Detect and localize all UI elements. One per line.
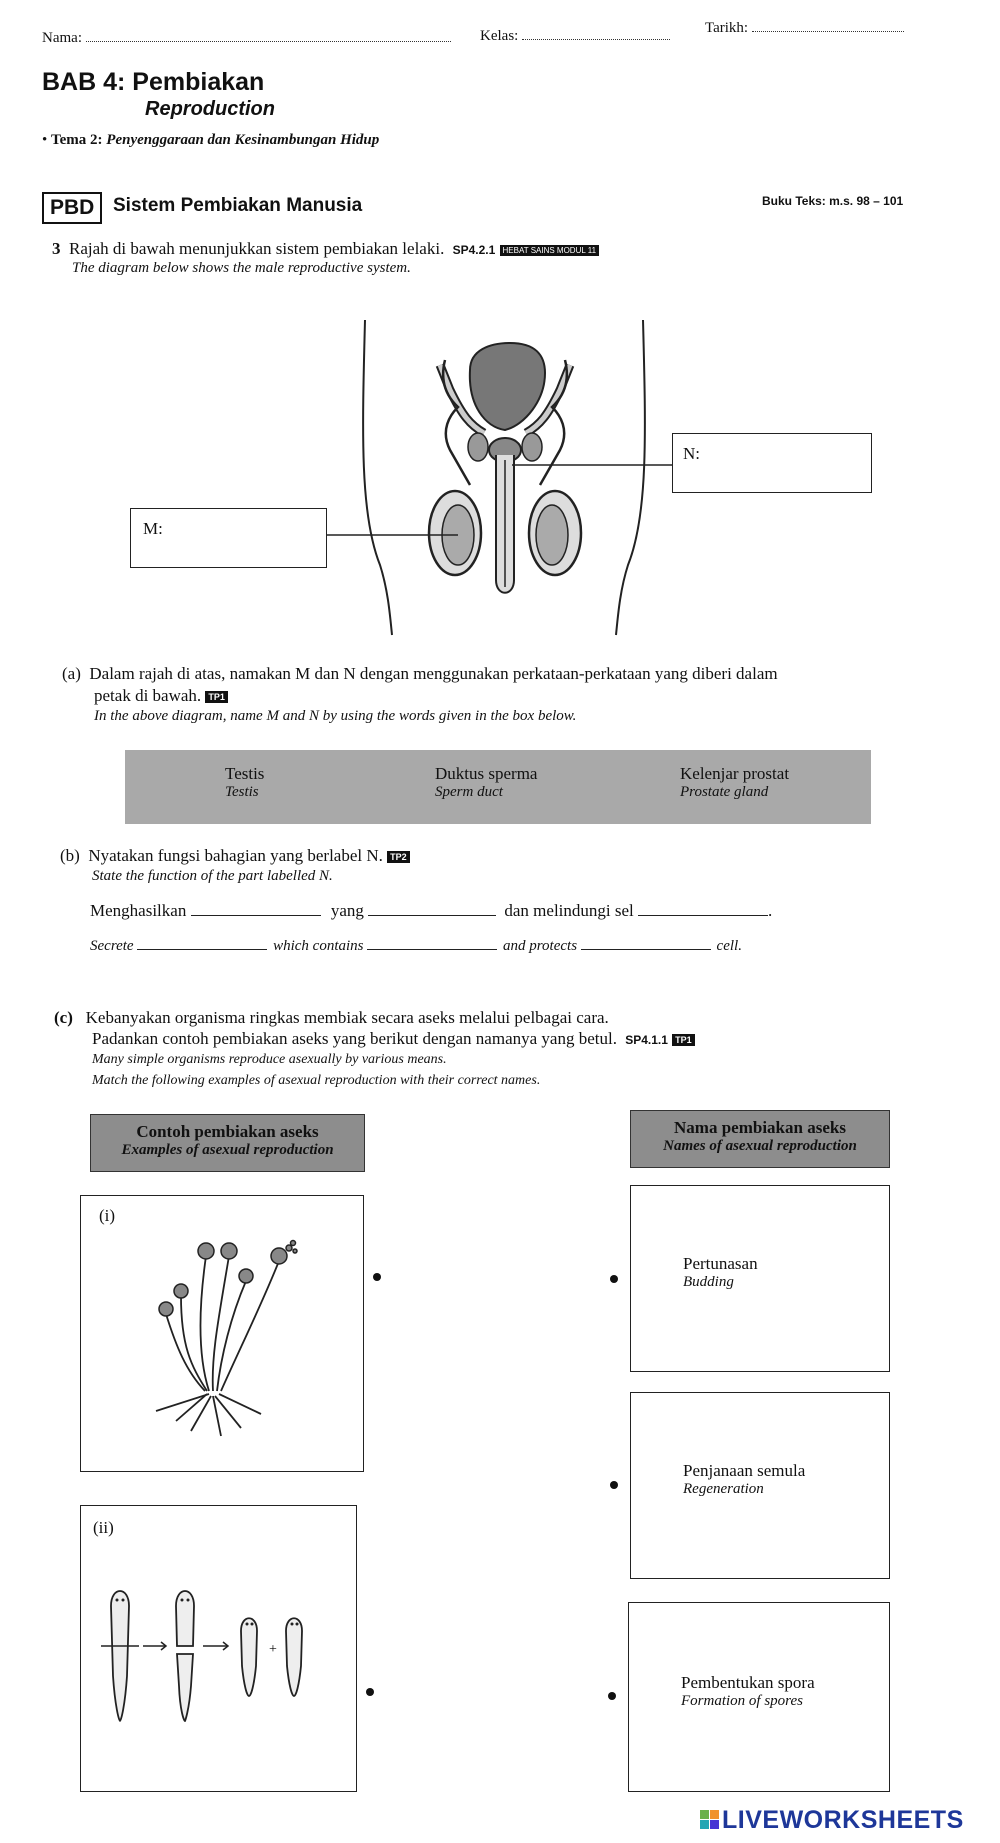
qa-text-en: In the above diagram, name M and N by using the words given in the box below. — [94, 708, 577, 724]
footer-brand: LIVEWORKSHEETS — [722, 1806, 964, 1834]
blank-ms-1[interactable] — [191, 901, 321, 916]
modul-tag: HEBAT SAINS MODUL 11 — [500, 245, 600, 256]
qa-text: (a) Dalam rajah di atas, namakan M dan N dengan menggunakan perkataan-perkataan yang diberi dalam — [62, 664, 778, 683]
name-box-spores — [628, 1602, 890, 1792]
qc-text: (c) Kebanyakan organisma ringkas membiak secara aseks melalui pelbagai cara. — [54, 1008, 609, 1027]
qc-text-2: Padankan contoh pembiakan aseks yang berikut dengan namanya yang betul. SP4.1.1 TP1 — [92, 1029, 695, 1049]
blank-ms-3[interactable] — [638, 901, 768, 916]
blank-en-2[interactable] — [367, 935, 497, 950]
label-box-m[interactable] — [130, 508, 327, 568]
theme-line: • Tema 2: Penyenggaraan dan Kesinambungan Hidup — [42, 132, 380, 148]
textbook-ref: Buku Teks: m.s. 98 – 101 — [762, 194, 904, 208]
qc-text-en-1: Many simple organisms reproduce asexually by various means. — [92, 1052, 447, 1067]
match-dot-right-2[interactable] — [610, 1481, 618, 1489]
qb-text: (b) Nyatakan fungsi bahagian yang berlabel N. TP2 — [60, 846, 410, 866]
qb-fill-ms: Menghasilkan yang dan melindungi sel . — [90, 901, 773, 920]
blank-en-1[interactable] — [137, 935, 267, 950]
name-box-regeneration — [630, 1392, 890, 1579]
date-field[interactable] — [752, 31, 904, 32]
chapter-title: BAB 4: Pembiakan — [42, 68, 265, 96]
qb-fill-en: Secrete which contains and protects cell. — [90, 935, 742, 955]
match-dot-left-i[interactable] — [373, 1273, 381, 1281]
svg-text:+: + — [269, 1642, 277, 1657]
date-row — [705, 20, 904, 37]
label-m: M: — [143, 519, 163, 538]
q3-text-en: The diagram below shows the male reproductive system. — [72, 260, 411, 276]
qb-text-en: State the function of the part labelled N. — [92, 868, 333, 884]
example-box-ii — [80, 1505, 357, 1792]
class-row — [480, 28, 670, 45]
examples-header: Contoh pembiakan aseks Examples of asexual reproduction — [90, 1114, 365, 1172]
name-budding: Pertunasan Budding — [683, 1254, 758, 1290]
example-label-ii: (ii) — [93, 1518, 114, 1537]
match-dot-left-ii[interactable] — [366, 1688, 374, 1696]
liveworksheets-logo-icon — [700, 1810, 720, 1830]
names-header: Nama pembiakan aseks Names of asexual reproduction — [630, 1110, 890, 1168]
blank-en-3[interactable] — [581, 935, 711, 950]
example-box-i — [80, 1195, 364, 1472]
name-regeneration: Penjanaan semula Regeneration — [683, 1461, 806, 1497]
name-spores: Pembentukan spora Formation of spores — [681, 1673, 815, 1709]
example-label-i: (i) — [99, 1206, 116, 1225]
word-1: Testis Testis — [225, 764, 265, 800]
name-label: Nama: — [42, 30, 82, 46]
name-row — [42, 30, 451, 47]
mould-illustration — [81, 1196, 363, 1471]
label-n: N: — [683, 444, 700, 463]
q3-text: 3 Rajah di bawah menunjukkan sistem pembiakan lelaki. SP4.2.1 HEBAT SAINS MODUL 11 — [52, 239, 599, 259]
word-2: Duktus sperma Sperm duct — [435, 764, 538, 800]
class-field[interactable] — [522, 39, 670, 40]
pbd-badge: PBD — [42, 192, 102, 224]
word-3: Kelenjar prostat Prostate gland — [680, 764, 790, 800]
name-box-budding — [630, 1185, 890, 1372]
qc-text-en-2: Match the following examples of asexual reproduction with their correct names. — [92, 1073, 541, 1088]
class-label: Kelas: — [480, 28, 519, 44]
qa-text-2: petak di bawah. TP1 — [94, 686, 228, 706]
label-box-n[interactable] — [672, 433, 872, 493]
section-title: Sistem Pembiakan Manusia — [113, 195, 363, 216]
date-label: Tarikh: — [705, 20, 749, 36]
match-dot-right-3[interactable] — [608, 1692, 616, 1700]
blank-ms-2[interactable] — [368, 901, 496, 916]
planaria-illustration — [81, 1506, 356, 1791]
match-dot-right-1[interactable] — [610, 1275, 618, 1283]
name-field[interactable] — [86, 41, 451, 42]
chapter-subtitle: Reproduction — [145, 98, 275, 120]
